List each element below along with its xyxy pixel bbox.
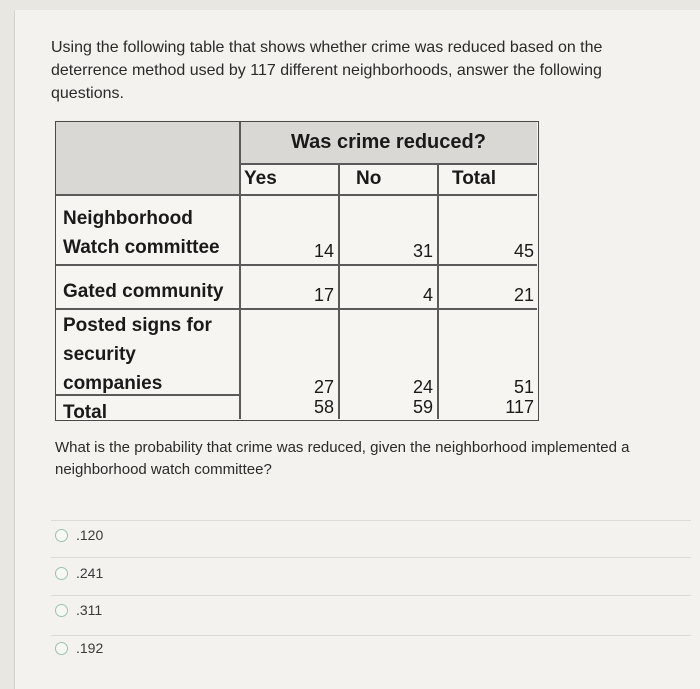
answer-option-1[interactable] — [55, 527, 103, 543]
option-label: .192 — [76, 640, 104, 656]
table-corner-cell — [56, 122, 240, 195]
row-label-posted-signs: Posted signs for security companies — [63, 315, 212, 394]
cell-watch-yes: 14 — [313, 241, 334, 261]
cell-total-no: 59 — [412, 397, 433, 417]
row-label-total: Total — [63, 402, 107, 423]
cell-watch-no: 31 — [412, 241, 433, 261]
cell-gated-no: 4 — [422, 285, 433, 305]
intro-text: Using the following table that shows whether crime was reduced based on the deterrence method used by 117 different neighborhoods, answer the following questions. — [51, 39, 603, 102]
cell-gated-yes: 17 — [313, 285, 334, 305]
radio-button-icon[interactable] — [55, 642, 68, 655]
header-no: No — [356, 168, 382, 189]
answer-option-2[interactable] — [55, 565, 103, 581]
cell-signs-yes: 27 — [313, 377, 334, 397]
option-label: .241 — [76, 565, 104, 581]
cell-signs-total: 51 — [513, 377, 534, 397]
radio-button-icon[interactable] — [55, 567, 68, 580]
header-yes: Yes — [244, 168, 277, 189]
table-title: Was crime reduced? — [291, 131, 486, 153]
radio-button-icon[interactable] — [55, 529, 68, 542]
crime-table — [55, 121, 539, 421]
cell-signs-no: 24 — [412, 377, 433, 397]
cell-total-total: 117 — [505, 397, 534, 417]
option-label: .120 — [76, 527, 104, 543]
header-total: Total — [452, 168, 496, 189]
option-label: .311 — [76, 602, 103, 618]
question-page — [14, 10, 700, 689]
answer-option-3[interactable] — [55, 602, 102, 618]
question-text: What is the probability that crime was reduced, given the neighborhood implemented a neighborhood watch committee? — [55, 439, 630, 478]
cell-gated-total: 21 — [513, 285, 534, 305]
cell-watch-total: 45 — [513, 241, 534, 261]
row-label-gated-community: Gated community — [63, 281, 224, 302]
radio-button-icon[interactable] — [55, 604, 68, 617]
row-label-neighborhood-watch: Neighborhood Watch committee — [63, 208, 220, 258]
answer-option-4[interactable] — [55, 640, 103, 656]
cell-total-yes: 58 — [313, 397, 334, 417]
